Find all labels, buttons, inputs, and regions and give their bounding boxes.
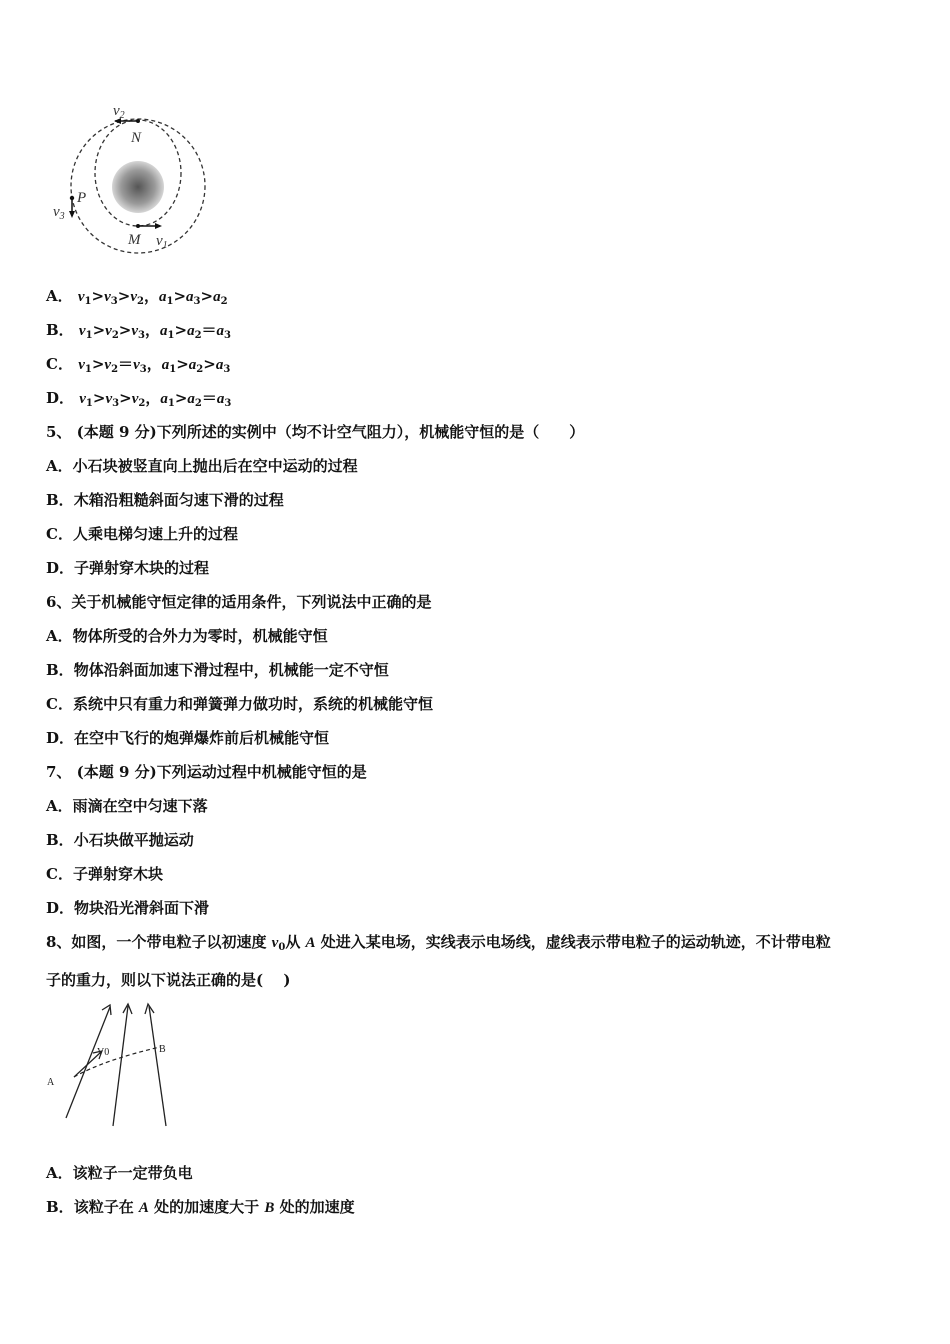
q8-option-b[interactable]: B．该粒子在 A 处的加速度大于 B 处的加速度	[46, 1198, 355, 1216]
q7-option-c[interactable]: C．子弹射穿木块	[46, 865, 163, 883]
q7-stem: 7、 (本题 9 分)下列运动过程中机械能守恒的是	[46, 763, 367, 781]
q7-option-b[interactable]: B．小石块做平抛运动	[46, 831, 194, 849]
q6-stem: 6、关于机械能守恒定律的适用条件，下列说法中正确的是	[46, 593, 432, 611]
svg-text:v3: $v_3$	[53, 204, 65, 222]
q5-option-c[interactable]: C．人乘电梯匀速上升的过程	[46, 525, 238, 543]
q6-option-c[interactable]: C．系统中只有重力和弹簧弹力做功时，系统的机械能守恒	[46, 695, 433, 713]
q4-option-b[interactable]: B． $v_1>v_2>v_3$，$a_1>a_2=a_3$	[46, 321, 232, 341]
q4-option-a[interactable]: A． $v_1>v_3>v_2$，$a_1>a_3>a_2$	[46, 287, 228, 307]
q6-option-b[interactable]: B．物体沿斜面加速下滑过程中，机械能一定不守恒	[46, 661, 389, 679]
q5-option-a[interactable]: A．小石块被竖直向上抛出后在空中运动的过程	[46, 457, 358, 475]
q6-option-d[interactable]: D．在空中飞行的炮弹爆炸前后机械能守恒	[46, 729, 330, 747]
q8-option-a[interactable]: A．该粒子一定带负电	[46, 1164, 193, 1182]
svg-text:v1: $v_1$	[156, 233, 168, 251]
svg-text:v2: $v_2$	[113, 103, 125, 121]
q5-option-d[interactable]: D．子弹射穿木块的过程	[46, 559, 210, 577]
svg-text:P: P	[77, 190, 87, 206]
svg-text:B: B	[159, 1044, 166, 1055]
q4-option-c[interactable]: C． $v_1>v_2=v_3$，$a_1>a_2>a_3$	[46, 355, 231, 375]
q7-option-a[interactable]: A．雨滴在空中匀速下落	[46, 797, 208, 815]
planet	[112, 161, 164, 213]
q4-option-d[interactable]: D． $v_1>v_3>v_2$，$a_1>a_2=a_3$	[46, 389, 232, 409]
field-figure	[44, 1000, 184, 1135]
q7-option-d[interactable]: D．物块沿光滑斜面下滑	[46, 899, 210, 917]
field-line-3	[149, 1006, 166, 1126]
orbit-figure	[48, 98, 218, 258]
q6-option-a[interactable]: A．物体所受的合外力为零时，机械能守恒	[46, 627, 328, 645]
q5-stem: 5、 (本题 9 分)下列所述的实例中（均不计空气阻力），机械能守恒的是（ ）	[46, 423, 585, 441]
q8-stem-line2: 子的重力，则以下说法正确的是( )	[46, 971, 291, 989]
field-line-2	[113, 1006, 128, 1126]
svg-text:A: A	[47, 1077, 55, 1088]
svg-text:N: N	[131, 130, 142, 146]
trajectory	[74, 1047, 160, 1077]
field-line-1	[66, 1007, 110, 1118]
svg-text:V0: V0	[97, 1047, 110, 1058]
svg-text:M: M	[128, 232, 141, 248]
q5-option-b[interactable]: B．木箱沿粗糙斜面匀速下滑的过程	[46, 491, 284, 509]
q8-stem-line1: 8、如图，一个带电粒子以初速度 $v_0$从 A 处进入某电场，实线表示电场线，虚线表示带电粒子的运动轨迹，不计带电粒	[46, 933, 831, 953]
